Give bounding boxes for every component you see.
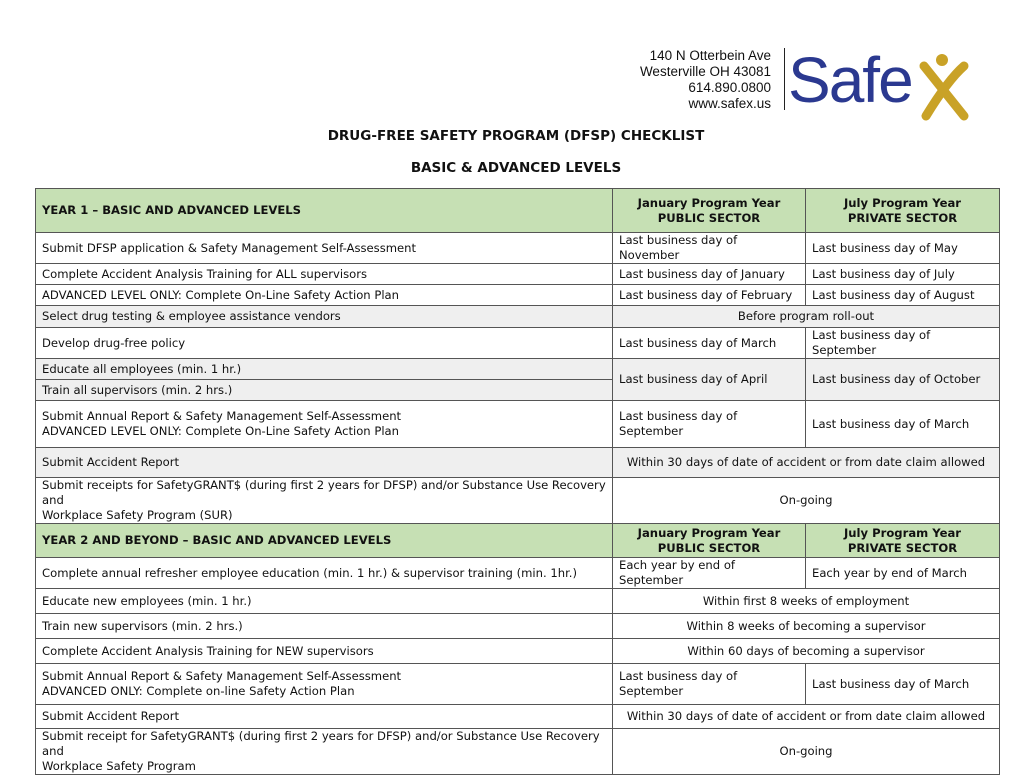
table-row: Complete Accident Analysis Training for NEW supervisors Within 60 days of becoming a supervisor [36, 639, 1000, 664]
table-row: Submit DFSP application & Safety Management Self-Assessment Last business day of November Last business day of May [36, 233, 1000, 264]
year1-col-july: July Program Year PRIVATE SECTOR [806, 189, 1000, 233]
year2-header-row [36, 524, 1000, 558]
svg-text:Safe: Safe [788, 44, 912, 116]
header-divider [784, 48, 785, 110]
table-row: Select drug testing & employee assistance vendors Before program roll-out [36, 306, 1000, 328]
table-row: Submit Annual Report & Safety Management Self-Assessment ADVANCED ONLY: Complete on-line Safety Action Plan Last business day of September Last business day of March [36, 664, 1000, 705]
year2-col-july: July Program Year PRIVATE SECTOR [806, 524, 1000, 558]
safex-logo-mark [788, 40, 988, 124]
table-row: Submit Accident Report Within 30 days of date of accident or from date claim allowed [36, 705, 1000, 729]
document-title: DRUG-FREE SAFETY PROGRAM (DFSP) CHECKLIST [327, 128, 705, 144]
table-row: Develop drug-free policy Last business day of March Last business day of September [36, 328, 1000, 359]
address-street: 140 N Otterbein Ave [649, 48, 771, 63]
table-row: Submit Annual Report & Safety Management Self-Assessment ADVANCED LEVEL ONLY: Complete On-Line Safety Action Plan Last business day of September Last business day of March [36, 401, 1000, 448]
table-row: Complete Accident Analysis Training for ALL supervisors Last business day of January Last business day of July [36, 264, 1000, 285]
document-subtitle: BASIC & ADVANCED LEVELS [410, 160, 622, 176]
safex-logo [788, 40, 988, 124]
table-row: Train new supervisors (min. 2 hrs.) Within 8 weeks of becoming a supervisor [36, 614, 1000, 639]
address-phone: 614.890.0800 [688, 80, 771, 95]
table-row: ADVANCED LEVEL ONLY: Complete On-Line Safety Action Plan Last business day of February Last business day of August [36, 285, 1000, 306]
table-row: Submit receipts for SafetyGRANT$ (during first 2 years for DFSP) and/or Substance Use Recovery and Workplace Safety Program (SUR) On-going [36, 478, 1000, 524]
company-address [640, 48, 771, 112]
table-row: Educate all employees (min. 1 hr.) Last business day of April Last business day of October [36, 359, 1000, 380]
year1-header-row [36, 189, 1000, 233]
table-row: Submit receipt for SafetyGRANT$ (during first 2 years for DFSP) and/or Substance Use Recovery and Workplace Safety Program On-going [36, 729, 1000, 775]
year2-col-january: January Program Year PUBLIC SECTOR [613, 524, 806, 558]
table-row: Educate new employees (min. 1 hr.) Within first 8 weeks of employment [36, 589, 1000, 614]
table-row: Complete annual refresher employee education (min. 1 hr.) & supervisor training (min. 1hr.) Each year by end of September Each year by end of March [36, 558, 1000, 589]
checklist-table [35, 188, 1000, 775]
year1-col-january: January Program Year PUBLIC SECTOR [613, 189, 806, 233]
year1-heading: YEAR 1 – BASIC AND ADVANCED LEVELS [36, 189, 613, 233]
table-row: Train all supervisors (min. 2 hrs.) [36, 380, 1000, 401]
address-city: Westerville OH 43081 [639, 64, 771, 79]
year2-heading: YEAR 2 AND BEYOND – BASIC AND ADVANCED LEVELS [36, 524, 613, 558]
table-row: Submit Accident Report Within 30 days of date of accident or from date claim allowed [36, 448, 1000, 478]
address-website: www.safex.us [688, 96, 771, 111]
